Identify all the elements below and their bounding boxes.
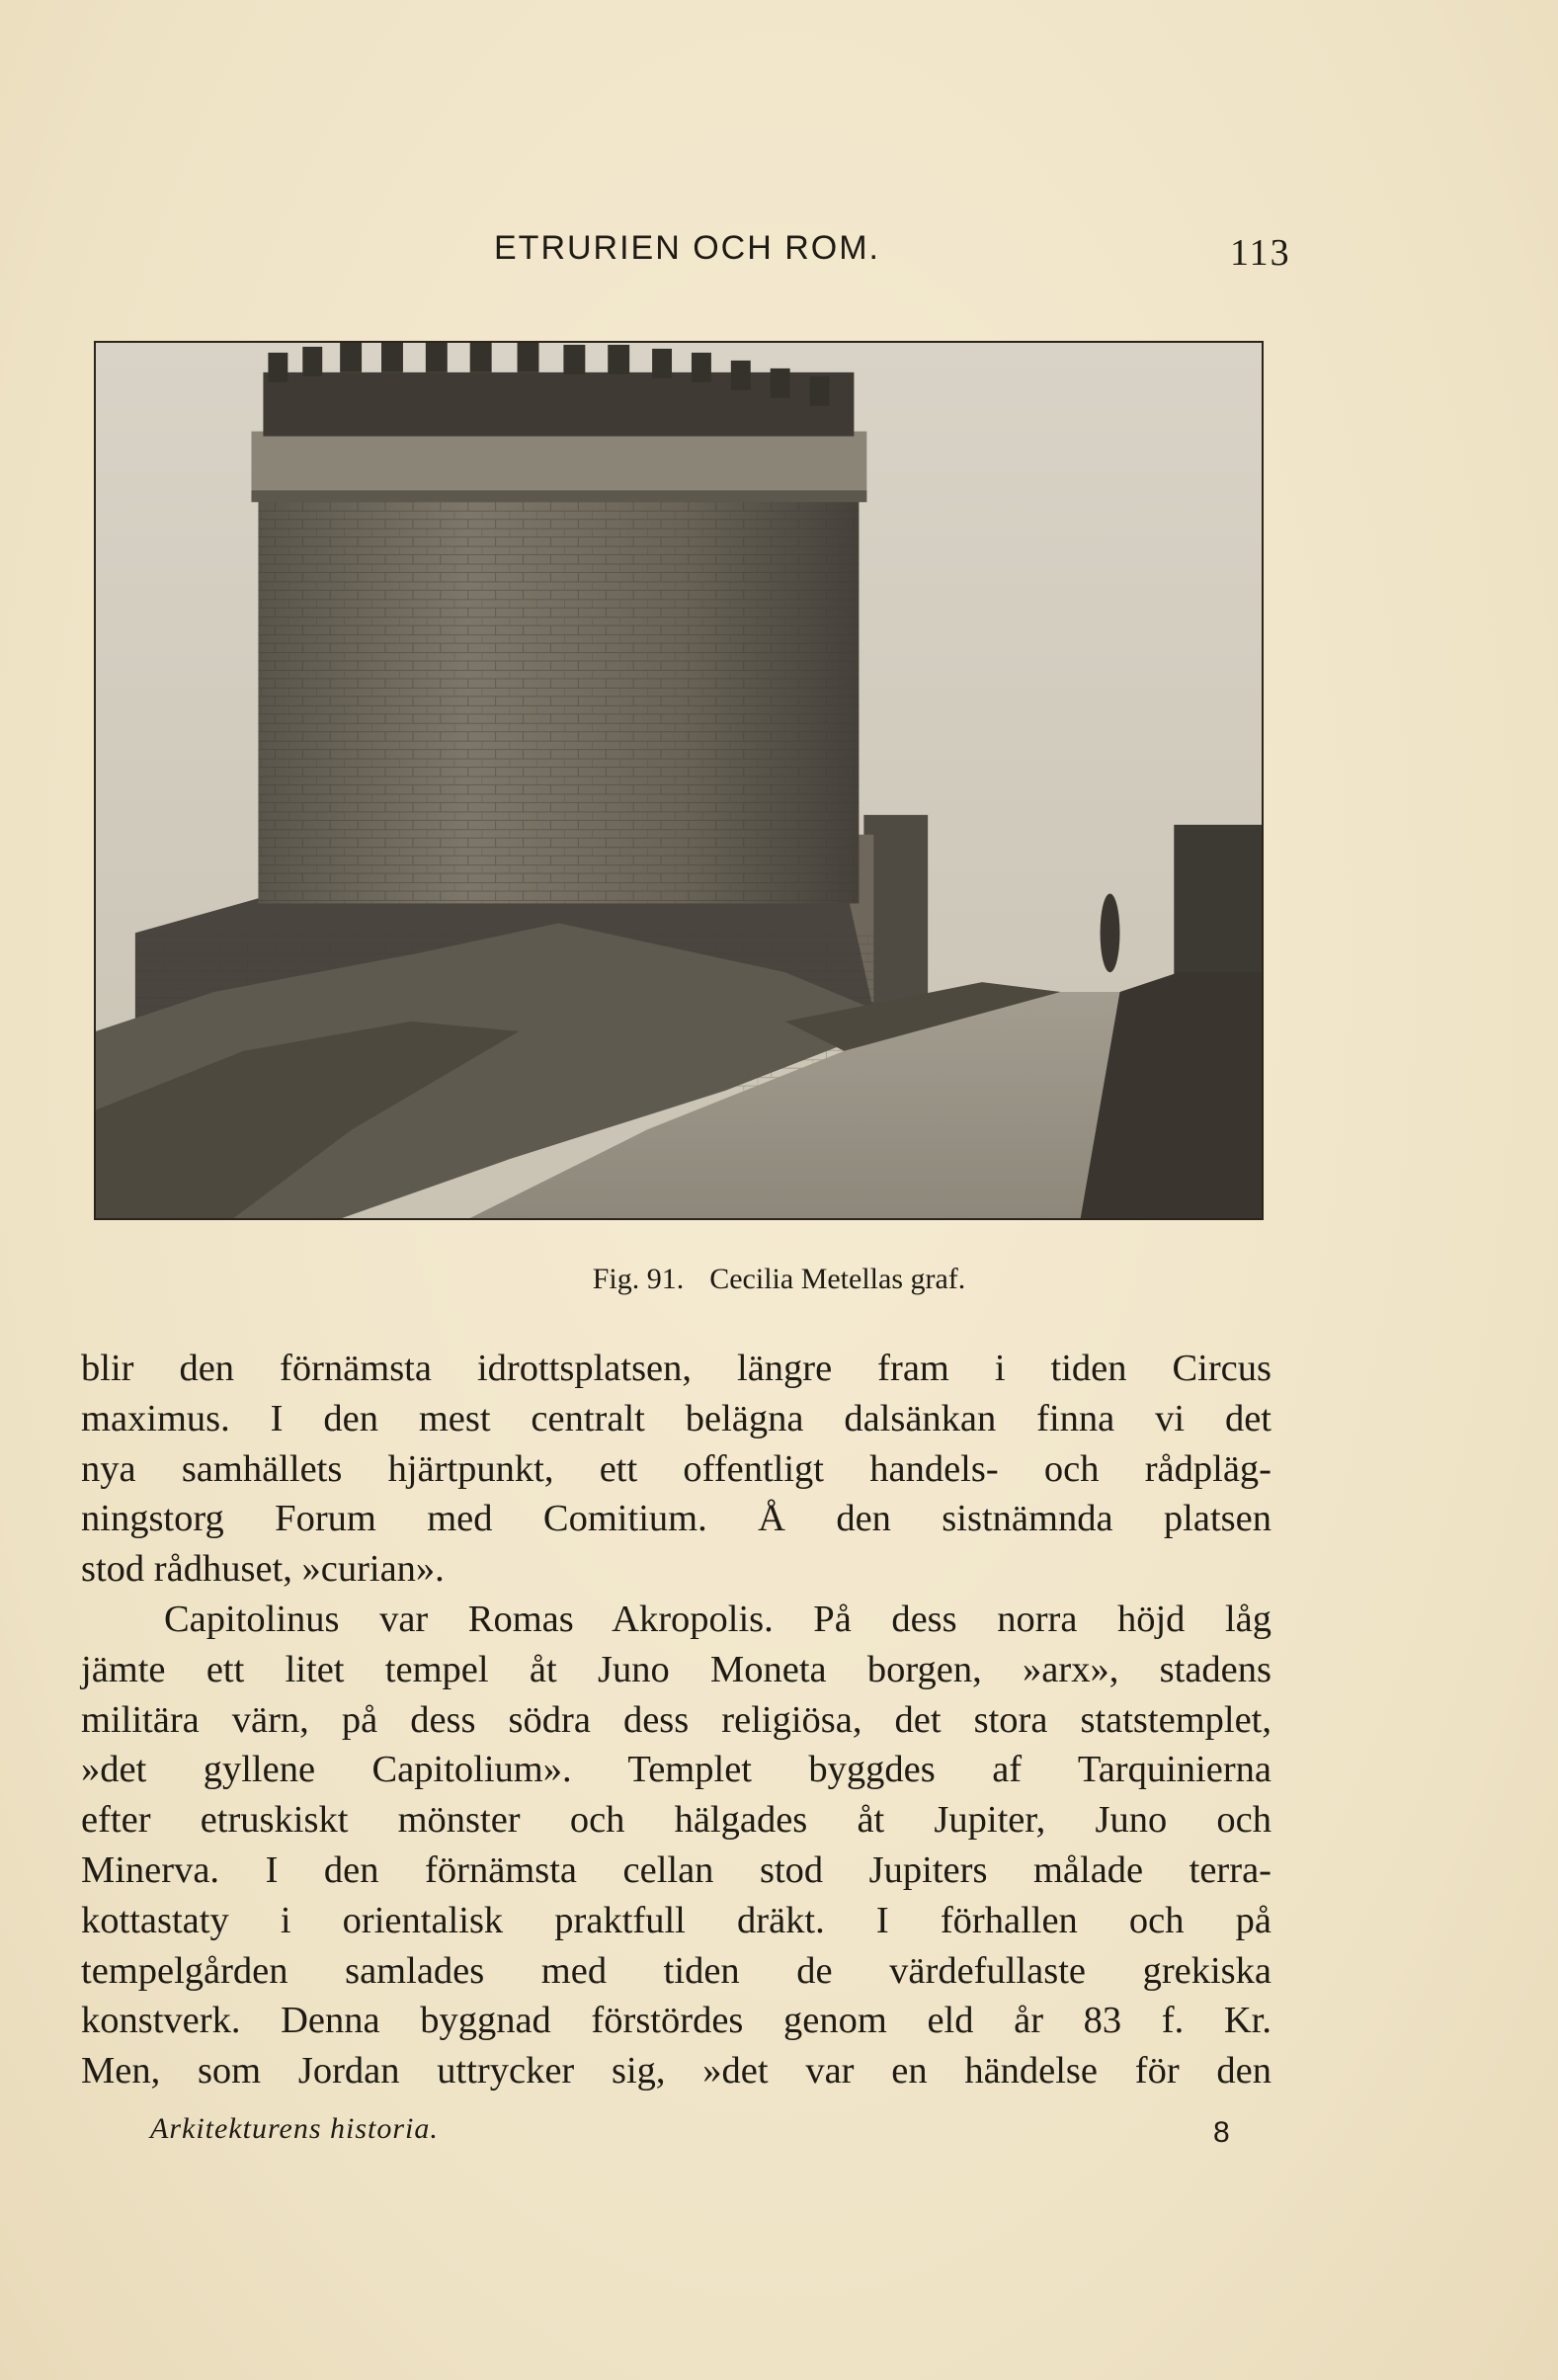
text-line: tempelgården samlades med tiden de värdefullaste grekiska bbox=[81, 1949, 1271, 1992]
text-line: Men, som Jordan uttrycker sig, »det var en händelse för den bbox=[81, 2050, 1271, 2093]
text-line: »det gyllene Capitolium». Templet byggdes af Tarquinierna bbox=[81, 1749, 1271, 1791]
cypress-tree bbox=[1101, 893, 1120, 972]
tomb-photograph bbox=[96, 343, 1262, 1218]
text-line: Minerva. I den förnämsta cellan stod Jupiters målade terra- bbox=[81, 1848, 1271, 1891]
text-line: jämte ett litet tempel åt Juno Moneta borgen, »arx», stadens bbox=[81, 1648, 1271, 1690]
signature-line: Arkitekturens historia. bbox=[150, 2112, 439, 2145]
text-line: kottastaty i orientalisk praktfull dräkt. I förhallen och på bbox=[81, 1899, 1271, 1941]
text-line: ningstorg Forum med Comitium. Å den sistnämnda platsen bbox=[81, 1498, 1271, 1540]
figure-photograph bbox=[94, 341, 1264, 1220]
figure-caption-text: Cecilia Metellas graf. bbox=[709, 1263, 966, 1295]
signature-mark: 8 bbox=[1213, 2116, 1230, 2149]
running-title: ETRURIEN OCH ROM. bbox=[494, 229, 880, 267]
text-line: efter etruskiskt mönster och hälgades åt Jupiter, Juno och bbox=[81, 1799, 1271, 1842]
figure-caption bbox=[0, 1263, 1558, 1296]
text-line: militära värn, på dess södra dess religiösa, det stora statstemplet, bbox=[81, 1698, 1271, 1741]
text-line: Capitolinus var Romas Akropolis. På dess norra höjd låg bbox=[164, 1598, 1271, 1640]
text-line: blir den förnämsta idrottsplatsen, längre fram i tiden Circus bbox=[81, 1348, 1271, 1389]
text-line: konstverk. Denna byggnad förstördes genom eld år 83 f. Kr. bbox=[81, 2000, 1271, 2042]
page-header bbox=[0, 229, 1558, 288]
crenellated-wall bbox=[263, 372, 854, 437]
text-line: nya samhällets hjärtpunkt, ett offentligt handels- och rådpläg- bbox=[81, 1447, 1271, 1490]
page-number: 113 bbox=[1230, 232, 1291, 274]
figure-label: Fig. 91. bbox=[592, 1263, 685, 1295]
body-text bbox=[81, 1344, 1271, 2096]
text-line: maximus. I den mest centralt belägna dalsänkan finna vi det bbox=[81, 1397, 1271, 1439]
text-line: stod rådhuset, »curian». bbox=[81, 1548, 445, 1591]
cornice bbox=[251, 432, 866, 501]
